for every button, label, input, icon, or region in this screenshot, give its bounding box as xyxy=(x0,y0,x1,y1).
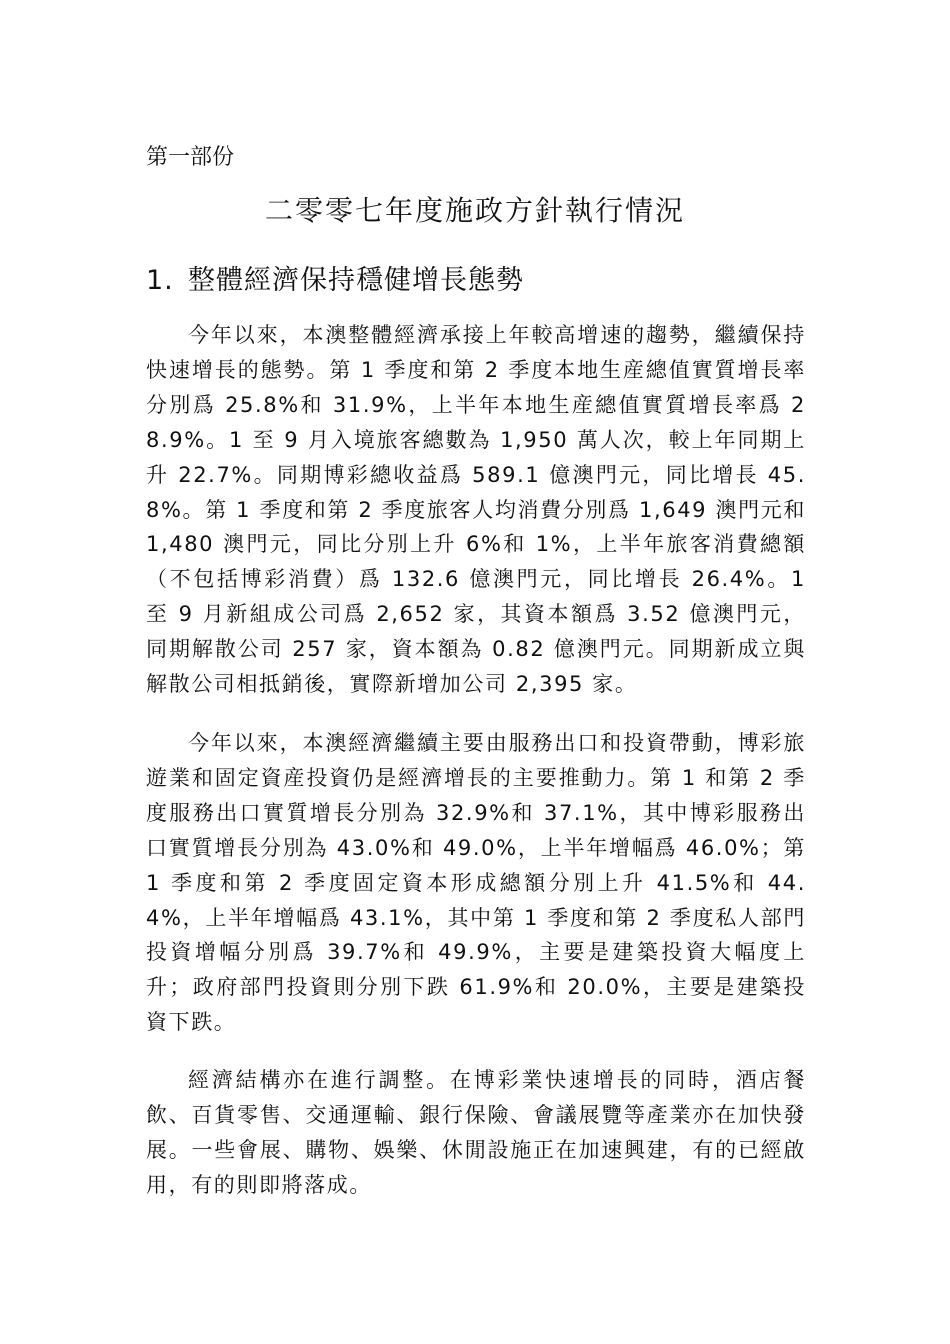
section-heading xyxy=(146,262,524,300)
paragraph: 經濟結構亦在進行調整。在博彩業快速增長的同時，酒店餐飲、百貨零售、交通運輸、銀行保險、會議展覽等產業亦在加快發展。一些會展、購物、娛樂、休閒設施正在加速興建，有的已經啟用，有的則即將落成。 xyxy=(146,1068,806,1197)
paragraph: 今年以來，本澳整體經濟承接上年較高增速的趨勢，繼續保持快速增長的態勢。第 1 季度和第 2 季度本地生産總值實質增長率分別爲 25.8%和 31.9%，上半年本地生産總值實質增長率爲 28.9%。1 至 9 月入境旅客總數為 1,950 萬人次，較上年同期上升 22.7%。同期博彩總收益爲 589.1 億澳門元，同比增長 45.8%。第 1 季度和第 2 季度旅客人均消費分別爲 1,649 澳門元和 1,480 澳門元，同比分別上升 6%和 1%，上半年旅客消費總額（不包括博彩消費）爲 132.6 億澳門元，同比增長 26.4%。1 至 9 月新組成公司爲 2,652 家，其資本額爲 3.52 億澳門元，同期解散公司 257 家，資本額為 0.82 億澳門元。同期新成立與解散公司相抵銷後，實際新增加公司 2,395 家。 xyxy=(146,323,806,697)
section-heading-text: 整體經濟保持穩健增長態勢 xyxy=(188,265,524,296)
paragraph: 今年以來，本澳經濟繼續主要由服務出口和投資帶動，博彩旅遊業和固定資産投資仍是經濟增長的主要推動力。第 1 和第 2 季度服務出口實質增長分別為 32.9%和 37.1%，其中博彩服務出口實質增長分別為 43.0%和 49.0%，上半年增幅爲 46.0%；第 1 季度和第 2 季度固定資本形成總額分別上升 41.5%和 44.4%，上半年增幅爲 43.1%，其中第 1 季度和第 2 季度私人部門投資增幅分別爲 39.7%和 49.9%，主要是建築投資大幅度上升；政府部門投資則分別下跌 61.9%和 20.0%，主要是建築投資下跌。 xyxy=(146,731,806,1035)
section-number: 1. xyxy=(146,265,174,296)
document-title: 二零零七年度施政方針執行情況 xyxy=(264,194,685,227)
part-label: 第一部份 xyxy=(146,145,235,170)
